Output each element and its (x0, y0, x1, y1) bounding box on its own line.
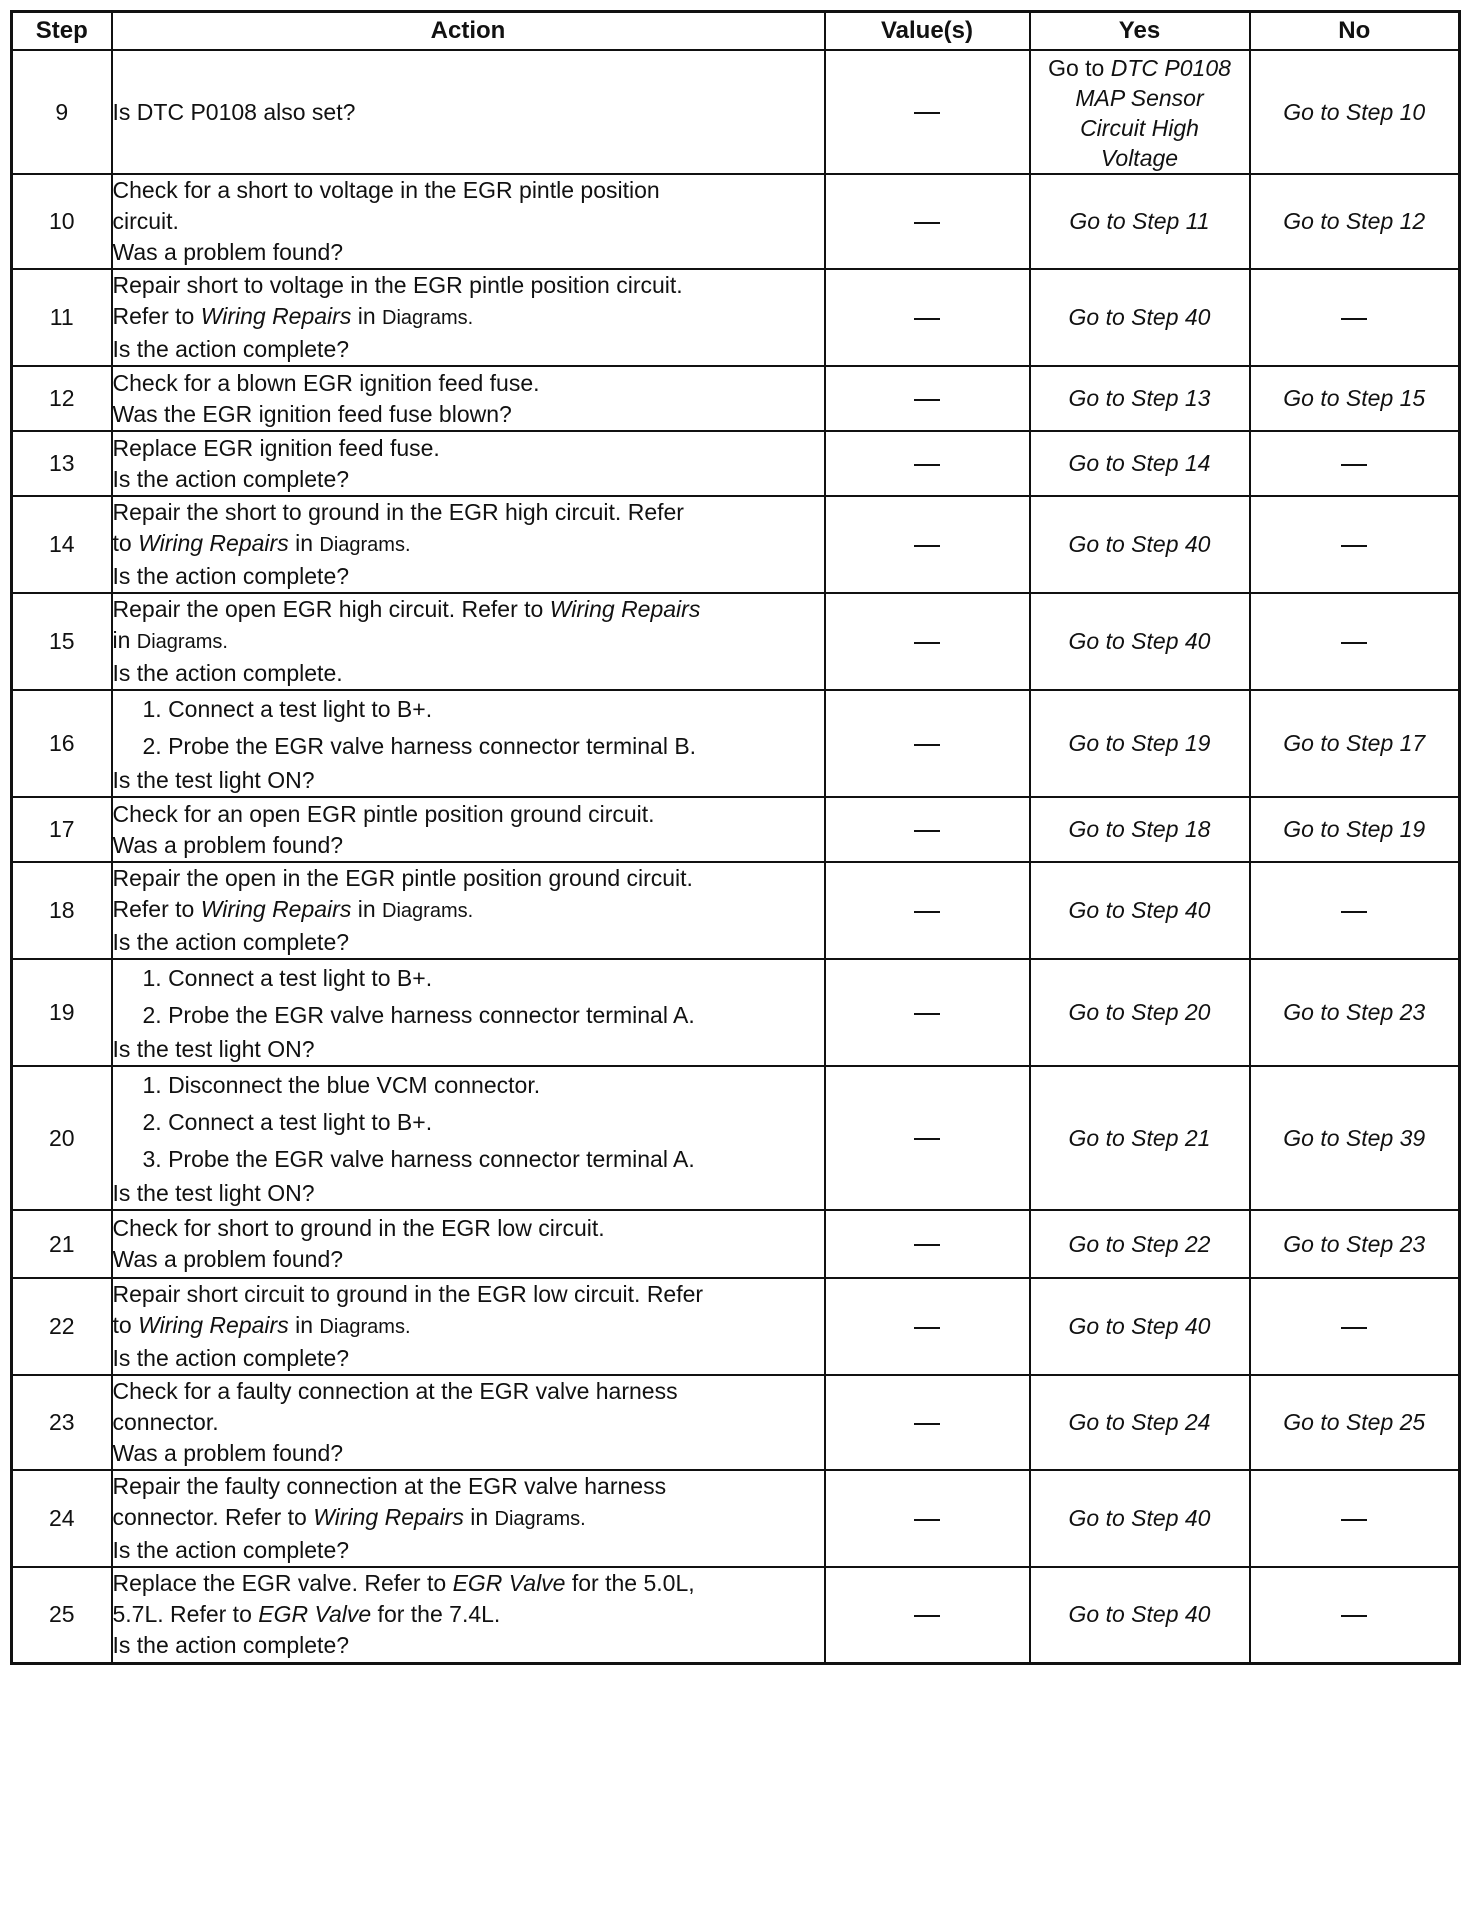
dash-mark (914, 642, 940, 644)
action-cell (112, 1066, 825, 1210)
value-cell (825, 269, 1030, 366)
action-text: connector. (112, 1409, 219, 1435)
action-cell (112, 269, 825, 366)
value-cell (825, 593, 1030, 690)
ref-post: in (288, 530, 320, 556)
action-substep: 2. Probe the EGR valve harness connector terminal B. (142, 733, 697, 759)
table-row (12, 366, 1460, 431)
step-number: 23 (12, 1375, 112, 1470)
action-question: Is the action complete. (112, 660, 343, 686)
ref-post: in (288, 1312, 320, 1338)
action-cell (112, 174, 825, 269)
ref-diagrams: Diagrams. (382, 900, 474, 922)
ref-italic: Wiring Repairs (200, 896, 352, 922)
action-text: Check for a short to voltage in the EGR pintle position (112, 177, 660, 203)
dash-mark (914, 1615, 940, 1617)
action-cell (112, 593, 825, 690)
table-row (12, 1567, 1460, 1663)
yes-cell: Go to Step 21 (1030, 1066, 1250, 1210)
action-text (113, 594, 824, 625)
ref-pre: Refer to (112, 303, 201, 329)
yes-cell: Go to Step 19 (1030, 690, 1250, 797)
dash-mark (914, 911, 940, 913)
table-row (12, 690, 1460, 797)
value-cell (825, 1066, 1030, 1210)
table-row (12, 959, 1460, 1066)
step-number: 22 (12, 1278, 112, 1375)
action-question: Was a problem found? (112, 831, 344, 858)
action-cell (112, 1210, 825, 1278)
table-row (12, 431, 1460, 496)
action-substep: 3. Probe the EGR valve harness connector terminal A. (142, 1146, 695, 1172)
yes-cell: Go to Step 11 (1030, 174, 1250, 269)
value-cell (825, 690, 1030, 797)
no-cell (1250, 1567, 1460, 1663)
no-cell (1250, 1470, 1460, 1567)
action-pre: 5.7L. Refer to (112, 1601, 259, 1628)
value-cell (825, 174, 1030, 269)
header-no: No (1250, 12, 1460, 51)
no-cell (1250, 1278, 1460, 1375)
yes-line4: Voltage (1100, 145, 1179, 171)
dash-mark (914, 318, 940, 320)
dash-mark (1341, 464, 1367, 466)
action-question: Is the action complete? (112, 563, 350, 589)
action-cell (112, 366, 825, 431)
step-number: 21 (12, 1210, 112, 1278)
step-number: 9 (12, 50, 112, 174)
yes-multiline (1031, 53, 1249, 173)
action-italic: Wiring Repairs (549, 596, 701, 622)
action-question: Is the action complete? (112, 336, 350, 362)
action-text: circuit. (112, 208, 179, 234)
diagnostic-table (10, 10, 1461, 1665)
dash-mark (1341, 911, 1367, 913)
dash-mark (914, 112, 940, 114)
value-cell (825, 862, 1030, 959)
action-question: Is the action complete? (112, 929, 350, 955)
action-text: Check for an open EGR pintle position ground circuit. (112, 800, 655, 827)
value-cell (825, 431, 1030, 496)
yes-cell: Go to Step 18 (1030, 797, 1250, 862)
dash-mark (1341, 1615, 1367, 1617)
yes-cell: Go to Step 40 (1030, 1278, 1250, 1375)
ref-italic: Wiring Repairs (200, 303, 352, 329)
action-question: Was a problem found? (112, 239, 344, 265)
value-cell (825, 1567, 1030, 1663)
dash-mark (914, 222, 940, 224)
dash-mark (914, 545, 940, 547)
table-row (12, 1210, 1460, 1278)
ref-diagrams: Diagrams. (382, 307, 474, 329)
yes-cell: Go to Step 40 (1030, 269, 1250, 366)
action-pre: Replace the EGR valve. Refer to (112, 1570, 453, 1597)
yes-cell (1030, 50, 1250, 174)
value-cell (825, 1375, 1030, 1470)
yes-line2: MAP Sensor (1075, 85, 1204, 111)
yes-line3: Circuit High (1080, 115, 1199, 141)
header-action: Action (112, 12, 825, 51)
value-cell (825, 50, 1030, 174)
value-cell (825, 1470, 1030, 1567)
action-text: Repair the short to ground in the EGR high circuit. Refer (112, 499, 684, 525)
action-text (113, 1599, 824, 1630)
table-row (12, 862, 1460, 959)
action-cell (112, 50, 825, 174)
action-ref (113, 894, 824, 927)
action-text: Check for a faulty connection at the EGR valve harness (112, 1378, 678, 1404)
step-number: 19 (12, 959, 112, 1066)
yes-cell: Go to Step 22 (1030, 1210, 1250, 1278)
dash-mark (914, 1327, 940, 1329)
dash-mark (914, 744, 940, 746)
ref-diagrams: Diagrams. (319, 1316, 411, 1338)
action-substep: 2. Probe the EGR valve harness connector terminal A. (142, 1002, 695, 1028)
ref-italic: Wiring Repairs (138, 530, 289, 556)
ref-pre: in (112, 627, 137, 653)
action-question: Is the action complete? (112, 1537, 350, 1563)
action-ref (113, 1310, 824, 1343)
action-cell (112, 959, 825, 1066)
header-step: Step (12, 12, 112, 51)
ref-pre: connector. Refer to (112, 1504, 314, 1530)
dash-mark (914, 1519, 940, 1521)
table-row (12, 496, 1460, 593)
table-row (12, 593, 1460, 690)
action-cell (112, 1375, 825, 1470)
action-substep: 1. Connect a test light to B+. (142, 965, 433, 991)
no-cell (1250, 862, 1460, 959)
ref-diagrams: Diagrams. (494, 1508, 586, 1530)
action-substep: 1. Disconnect the blue VCM connector. (142, 1072, 541, 1098)
step-number: 20 (12, 1066, 112, 1210)
no-cell (1250, 593, 1460, 690)
action-italic: EGR Valve (258, 1601, 372, 1628)
ref-pre: Refer to (112, 896, 201, 922)
step-number: 11 (12, 269, 112, 366)
step-number: 25 (12, 1567, 112, 1663)
action-cell (112, 496, 825, 593)
action-cell (112, 862, 825, 959)
no-cell: Go to Step 17 (1250, 690, 1460, 797)
yes-cell: Go to Step 13 (1030, 366, 1250, 431)
table-row (12, 1066, 1460, 1210)
step-number: 12 (12, 366, 112, 431)
yes-goto: Go to (1048, 55, 1111, 81)
step-number: 15 (12, 593, 112, 690)
action-question: Was a problem found? (112, 1440, 344, 1466)
no-cell (1250, 431, 1460, 496)
value-cell (825, 797, 1030, 862)
table-row (12, 50, 1460, 174)
ref-diagrams: Diagrams. (136, 631, 228, 653)
yes-dtc: DTC P0108 (1110, 55, 1231, 81)
dash-mark (914, 399, 940, 401)
no-cell: Go to Step 39 (1250, 1066, 1460, 1210)
action-substep: 1. Connect a test light to B+. (142, 696, 433, 722)
dash-mark (914, 1013, 940, 1015)
step-number: 13 (12, 431, 112, 496)
action-cell (112, 1470, 825, 1567)
no-cell: Go to Step 23 (1250, 959, 1460, 1066)
action-post: for the 5.0L, (565, 1570, 695, 1597)
action-question: Is the action complete? (112, 1632, 350, 1659)
dash-mark (1341, 642, 1367, 644)
action-italic: EGR Valve (452, 1570, 566, 1597)
no-cell: Go to Step 25 (1250, 1375, 1460, 1470)
action-ref (113, 1502, 824, 1535)
action-substep: 2. Connect a test light to B+. (142, 1109, 433, 1135)
header-row (12, 12, 1460, 51)
table-row (12, 1375, 1460, 1470)
action-text: Check for a blown EGR ignition feed fuse. (112, 369, 540, 396)
no-cell: Go to Step 19 (1250, 797, 1460, 862)
step-number: 18 (12, 862, 112, 959)
dash-mark (914, 464, 940, 466)
action-post: for the 7.4L. (371, 1601, 501, 1628)
yes-cell: Go to Step 24 (1030, 1375, 1250, 1470)
action-cell (112, 431, 825, 496)
value-cell (825, 366, 1030, 431)
value-cell (825, 1210, 1030, 1278)
ref-pre: to (112, 1312, 139, 1338)
dash-mark (1341, 318, 1367, 320)
no-cell: Go to Step 10 (1250, 50, 1460, 174)
value-cell (825, 959, 1030, 1066)
dash-mark (1341, 1519, 1367, 1521)
action-text: Repair the faulty connection at the EGR valve harness (112, 1473, 667, 1499)
action-question: Is the test light ON? (112, 1036, 315, 1062)
yes-cell: Go to Step 40 (1030, 593, 1250, 690)
dash-mark (1341, 1327, 1367, 1329)
ref-italic: Wiring Repairs (138, 1312, 289, 1338)
action-text: Repair short circuit to ground in the EGR low circuit. Refer (112, 1281, 704, 1307)
value-cell (825, 1278, 1030, 1375)
action-question: Was the EGR ignition feed fuse blown? (112, 400, 512, 427)
table-row (12, 269, 1460, 366)
step-number: 17 (12, 797, 112, 862)
table-row (12, 1470, 1460, 1567)
action-cell (112, 797, 825, 862)
ref-post: in (351, 896, 383, 922)
action-question: Was a problem found? (112, 1246, 344, 1272)
dash-mark (914, 1138, 940, 1140)
action-text: Check for short to ground in the EGR low circuit. (112, 1215, 605, 1241)
action-question: Is the test light ON? (112, 1180, 315, 1206)
step-number: 24 (12, 1470, 112, 1567)
action-ref (113, 528, 824, 561)
action-text: Repair short to voltage in the EGR pintle position circuit. (112, 272, 683, 298)
action-cell (112, 690, 825, 797)
action-text: Replace EGR ignition feed fuse. (112, 434, 440, 461)
ref-diagrams: Diagrams. (319, 534, 411, 556)
yes-cell: Go to Step 40 (1030, 496, 1250, 593)
ref-pre: to (112, 530, 139, 556)
ref-post: in (351, 303, 383, 329)
no-cell: Go to Step 12 (1250, 174, 1460, 269)
no-cell: Go to Step 15 (1250, 366, 1460, 431)
header-yes: Yes (1030, 12, 1250, 51)
table-row (12, 1278, 1460, 1375)
no-cell (1250, 496, 1460, 593)
action-question: Is the action complete? (112, 465, 350, 492)
yes-cell: Go to Step 20 (1030, 959, 1250, 1066)
action-pre: Repair the open EGR high circuit. Refer to (112, 596, 550, 622)
yes-cell: Go to Step 14 (1030, 431, 1250, 496)
action-text: Is DTC P0108 also set? (112, 98, 356, 125)
header-values: Value(s) (825, 12, 1030, 51)
no-cell: Go to Step 23 (1250, 1210, 1460, 1278)
table-row (12, 174, 1460, 269)
dash-mark (914, 830, 940, 832)
yes-cell: Go to Step 40 (1030, 862, 1250, 959)
action-ref (113, 625, 824, 658)
diagnostic-table-wrapper (10, 10, 1458, 1665)
yes-cell: Go to Step 40 (1030, 1567, 1250, 1663)
ref-post: in (463, 1504, 495, 1530)
action-cell (112, 1567, 825, 1663)
value-cell (825, 496, 1030, 593)
dash-mark (914, 1244, 940, 1246)
table-row (12, 797, 1460, 862)
step-number: 10 (12, 174, 112, 269)
action-question: Is the test light ON? (112, 767, 315, 793)
action-ref (113, 301, 824, 334)
action-text: Repair the open in the EGR pintle position ground circuit. (112, 865, 693, 891)
yes-cell: Go to Step 40 (1030, 1470, 1250, 1567)
dash-mark (1341, 545, 1367, 547)
action-cell (112, 1278, 825, 1375)
ref-italic: Wiring Repairs (313, 1504, 464, 1530)
step-number: 14 (12, 496, 112, 593)
action-question: Is the action complete? (112, 1345, 350, 1371)
step-number: 16 (12, 690, 112, 797)
dash-mark (914, 1423, 940, 1425)
action-text (113, 1568, 824, 1599)
no-cell (1250, 269, 1460, 366)
